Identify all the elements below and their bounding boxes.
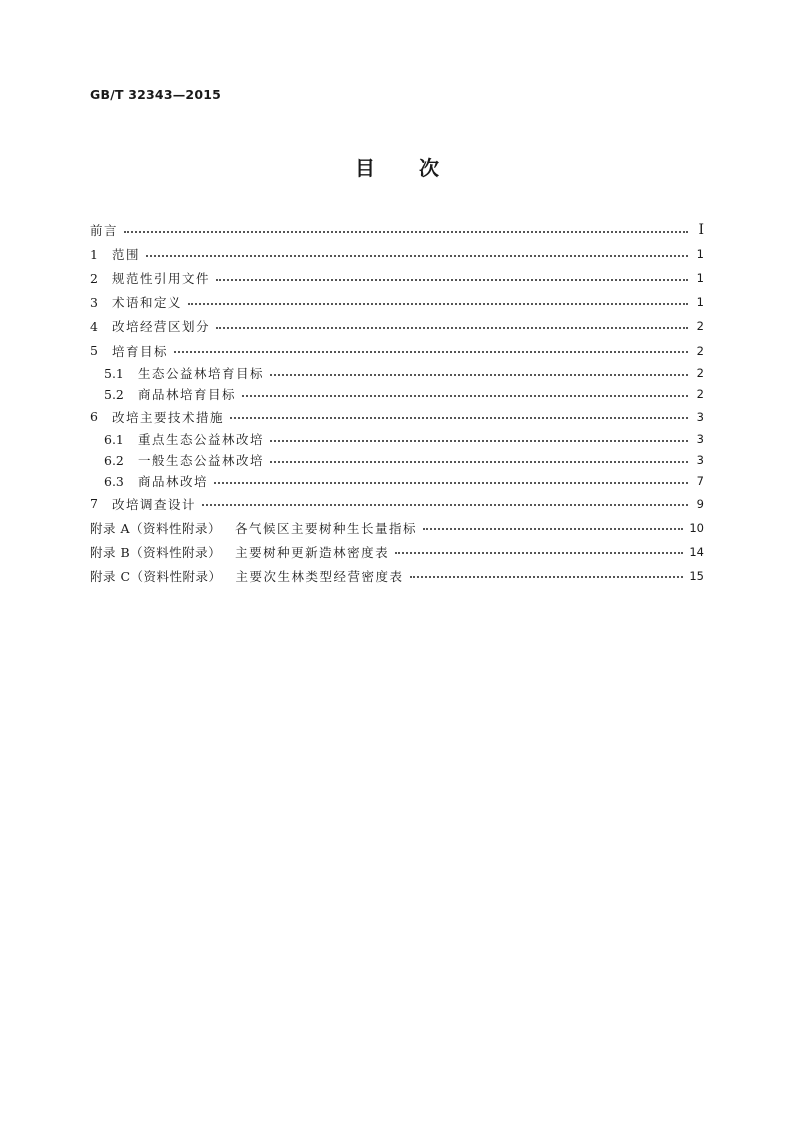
toc-entry[interactable] xyxy=(90,564,704,588)
toc-entry-title: 改培经营区划分 xyxy=(112,319,211,335)
toc-dot-leader xyxy=(270,460,688,463)
toc-dot-leader xyxy=(146,254,688,257)
toc-dot-leader xyxy=(188,302,688,305)
toc-entry-title: 商品林改培 xyxy=(138,474,209,490)
toc-entry-page-number: 9 xyxy=(696,496,704,511)
toc-entry-number: 4 xyxy=(90,318,98,334)
toc-entry-number: 5 xyxy=(90,343,98,359)
toc-entry-page-number: 3 xyxy=(696,409,704,424)
toc-dot-leader xyxy=(395,551,683,554)
toc-entry-page-number: 2 xyxy=(696,387,704,402)
toc-entry-number: 7 xyxy=(90,496,98,512)
toc-entry-title: 前言 xyxy=(90,223,119,239)
toc-entry[interactable] xyxy=(90,218,704,242)
toc-entry-page-number: Ⅰ xyxy=(698,222,704,239)
toc-entry[interactable] xyxy=(90,405,704,429)
toc-entry[interactable] xyxy=(90,338,704,362)
toc-entry[interactable] xyxy=(90,314,704,338)
toc-entry[interactable] xyxy=(90,450,704,471)
toc-dot-leader xyxy=(270,439,688,442)
toc-dot-leader xyxy=(124,230,688,233)
toc-dot-leader xyxy=(410,575,684,578)
toc-entry-page-number: 15 xyxy=(689,568,704,583)
toc-entry-title: 术语和定义 xyxy=(112,295,183,311)
toc-entry-appendix-label: 附录 B（资料性附录） xyxy=(90,544,222,560)
toc-entry-number: 1 xyxy=(90,246,98,262)
toc-dot-leader xyxy=(214,481,688,484)
toc-entry-title: 规范性引用文件 xyxy=(112,271,211,287)
toc-entry-page-number: 2 xyxy=(696,319,704,334)
toc-entry-appendix-label: 附录 A（资料性附录） xyxy=(90,520,222,536)
toc-entry-title: 主要次生林类型经营密度表 xyxy=(235,568,404,584)
toc-entry-number: 5.2 xyxy=(104,386,124,402)
toc-entry-title: 范围 xyxy=(112,247,141,263)
toc-entry-number: 6.3 xyxy=(104,473,124,489)
toc-dot-leader xyxy=(242,394,688,397)
toc-entry[interactable] xyxy=(90,290,704,314)
toc-entry-page-number: 3 xyxy=(696,453,704,468)
toc-title: 目次 xyxy=(355,156,483,180)
toc-entry[interactable] xyxy=(90,363,704,384)
toc-dot-leader xyxy=(230,416,688,419)
toc-entry-title: 商品林培育目标 xyxy=(138,387,237,403)
toc-entry-page-number: 1 xyxy=(696,247,704,262)
toc-entry-page-number: 7 xyxy=(696,474,704,489)
toc-entry-title: 改培调查设计 xyxy=(112,496,197,512)
toc-entry[interactable] xyxy=(90,242,704,266)
toc-entry-title: 生态公益林培育目标 xyxy=(138,366,265,382)
toc-entry[interactable] xyxy=(90,429,704,450)
toc-entry-number: 6 xyxy=(90,409,98,425)
toc-entry-number: 6.1 xyxy=(104,431,124,447)
toc-dot-leader xyxy=(202,503,688,506)
toc-entry[interactable] xyxy=(90,540,704,564)
toc-entry-number: 3 xyxy=(90,294,98,310)
toc-entry-title: 主要树种更新造林密度表 xyxy=(235,544,390,560)
toc-entry[interactable] xyxy=(90,471,704,492)
toc-entry-title: 培育目标 xyxy=(112,343,169,359)
toc-entry-page-number: 10 xyxy=(689,520,704,535)
toc-dot-leader xyxy=(216,278,688,281)
toc-entry-appendix-label: 附录 C（资料性附录） xyxy=(90,568,222,584)
toc-entry-number: 2 xyxy=(90,270,98,286)
toc-entry[interactable] xyxy=(90,492,704,516)
toc-entry-page-number: 1 xyxy=(696,271,704,286)
toc-entry-title: 改培主要技术措施 xyxy=(112,409,225,425)
toc-dot-leader xyxy=(423,527,683,530)
toc-entry-number: 5.1 xyxy=(104,365,124,381)
toc-entry-page-number: 1 xyxy=(696,295,704,310)
toc-entry-page-number: 2 xyxy=(696,343,704,358)
toc-entry[interactable] xyxy=(90,384,704,405)
toc-entry-page-number: 3 xyxy=(696,432,704,447)
toc-entry-title: 各气候区主要树种生长量指标 xyxy=(235,520,418,536)
toc-dot-leader xyxy=(216,326,688,329)
toc-entry-title: 一般生态公益林改培 xyxy=(138,453,265,469)
table-of-contents xyxy=(90,218,704,588)
toc-entry[interactable] xyxy=(90,516,704,540)
toc-dot-leader xyxy=(174,350,688,353)
toc-entry-page-number: 2 xyxy=(696,366,704,381)
toc-entry-number: 6.2 xyxy=(104,452,124,468)
toc-entry-page-number: 14 xyxy=(689,544,704,559)
toc-entry-title: 重点生态公益林改培 xyxy=(138,432,265,448)
standard-code: GB/T 32343—2015 xyxy=(90,87,222,102)
toc-dot-leader xyxy=(270,373,688,376)
toc-entry[interactable] xyxy=(90,266,704,290)
